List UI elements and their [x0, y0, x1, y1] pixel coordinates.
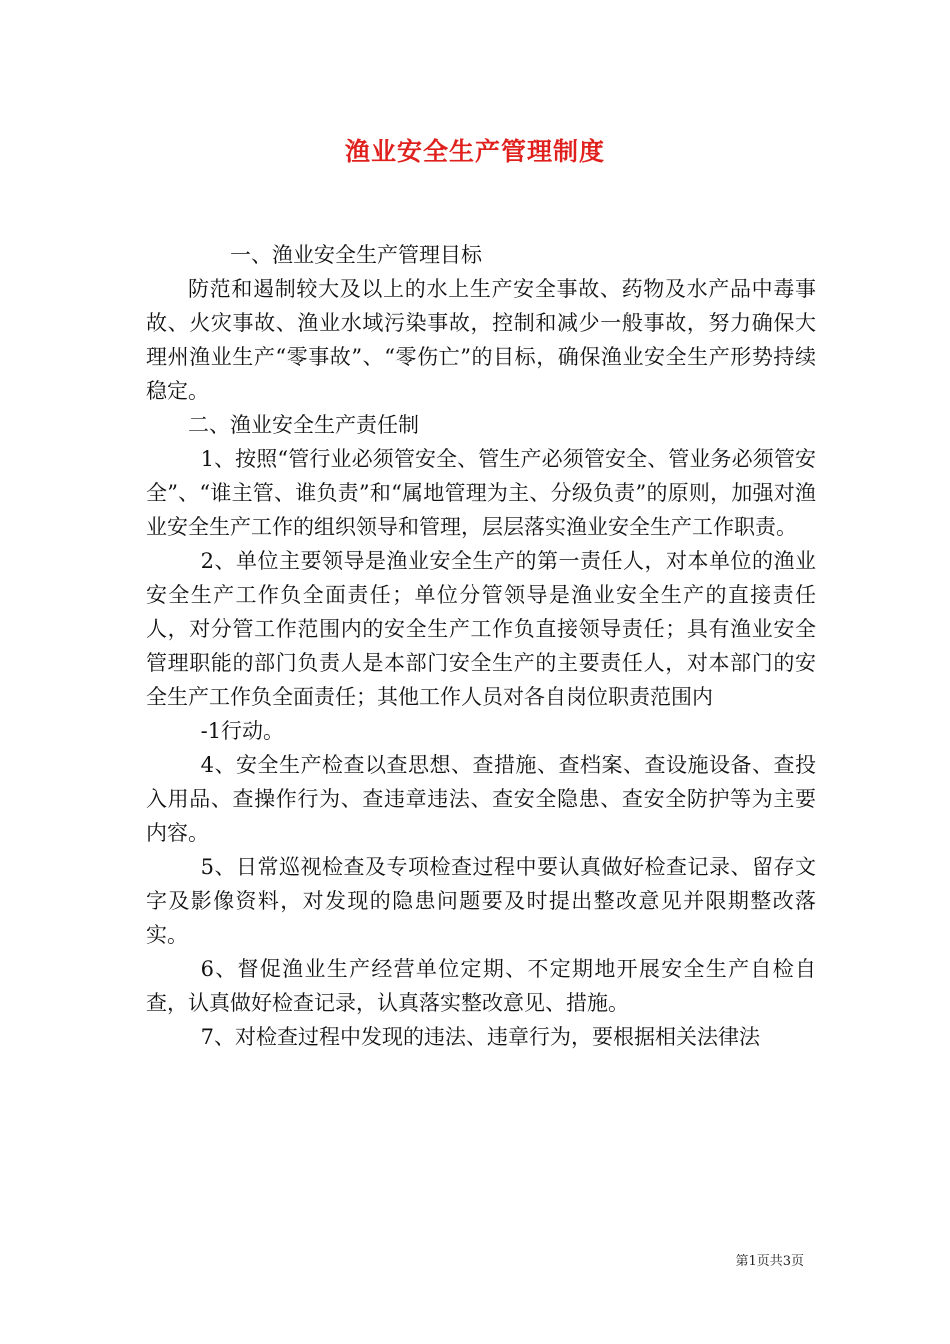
paragraph-fragment: -1行动。	[200, 719, 285, 743]
document-title: 渔业安全生产管理制度	[344, 137, 605, 166]
paragraph-item-7: 7、对检查过程中发现的违法、违章行为，要根据相关法律法	[200, 1025, 760, 1049]
paragraph-item-6: 6、督促渔业生产经营单位定期、不定期地开展安全生产自检自查，认真做好检查记录，认真落实整改意见、措施。	[146, 957, 816, 1015]
paragraph-item-1: 1、按照“管行业必须管安全、管生产必须管安全、管业务必须管安全”、“谁主管、谁负责”和“属地管理为主、分级负责”的原则，加强对渔业安全生产工作的组织领导和管理，层层落实渔业安全生产工作职责。	[146, 447, 816, 539]
paragraph-item-4: 4、安全生产检查以查思想、查措施、查档案、查设施设备、查投入用品、查操作行为、查违章违法、查安全隐患、查安全防护等为主要内容。	[146, 753, 816, 845]
paragraph-item-2: 2、单位主要领导是渔业安全生产的第一责任人，对本单位的渔业安全生产工作负全面责任；单位分管领导是渔业安全生产的直接责任人，对分管工作范围内的安全生产工作负直接领导责任；具有渔业安全管理职能的部门负责人是本部门安全生产的主要责任人，对本部门的安全生产工作负全面责任；其他工作人员对各自岗位职责范围内	[146, 549, 816, 709]
paragraph-goal-text: 防范和遏制较大及以上的水上生产安全事故、药物及水产品中毒事故、火灾事故、渔业水域污染事故，控制和减少一般事故，努力确保大理州渔业生产“零事故”、“零伤亡”的目标，确保渔业安全生产形势持续稳定。	[146, 277, 816, 403]
paragraph-heading-goal: 一、渔业安全生产管理目标	[230, 243, 482, 267]
paragraph-heading-responsibility: 二、渔业安全生产责任制	[188, 413, 419, 437]
paragraph-item-5: 5、日常巡视检查及专项检查过程中要认真做好检查记录、留存文字及影像资料，对发现的隐患问题要及时提出整改意见并限期整改落实。	[146, 855, 816, 947]
page-number: 第1页共3页	[735, 1254, 804, 1269]
document-body	[146, 238, 816, 1054]
